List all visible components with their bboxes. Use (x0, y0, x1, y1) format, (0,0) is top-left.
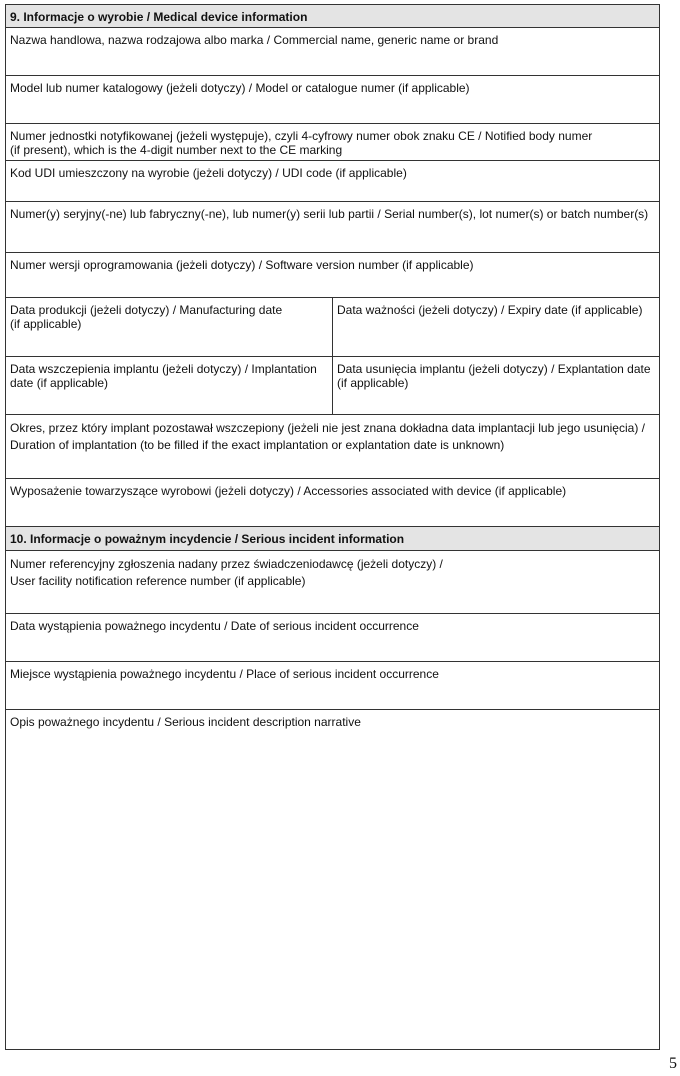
implantation-date-label-line1: Data wszczepienia implantu (jeżeli dotyczy) / Implantation (10, 362, 317, 376)
dates-row-2 (6, 357, 659, 415)
incident-place-field[interactable] (6, 662, 659, 710)
serial-number-field[interactable] (6, 202, 659, 253)
udi-code-field[interactable] (6, 161, 659, 202)
model-number-label: Model lub numer katalogowy (jeżeli dotyczy) / Model or catalogue numer (if applicable) (10, 81, 470, 95)
section-10-header (6, 527, 659, 551)
expiry-date-label: Data ważności (jeżeli dotyczy) / Expiry date (if applicable) (337, 303, 643, 317)
page-number: 5 (669, 1055, 677, 1072)
manufacturing-date-field[interactable] (6, 298, 333, 356)
section-9-header (6, 5, 659, 28)
manufacturing-date-label-line2: (if applicable) (10, 317, 82, 331)
explantation-date-field[interactable] (333, 357, 659, 414)
notified-body-label-line2: (if present), which is the 4-digit number next to the CE marking (10, 143, 343, 157)
implantation-duration-field[interactable] (6, 415, 659, 479)
expiry-date-field[interactable] (333, 298, 659, 356)
accessories-label: Wyposażenie towarzyszące wyrobowi (jeżeli dotyczy) / Accessories associated with device (if applicable) (10, 484, 567, 498)
reference-number-label-line2: User facility notification reference number (if applicable) (10, 574, 306, 588)
section-10-title: 10. Informacje o poważnym incydencie / Serious incident information (10, 532, 405, 546)
section-9-title: 9. Informacje o wyrobie / Medical device information (10, 10, 308, 24)
accessories-field[interactable] (6, 479, 659, 527)
model-number-field[interactable] (6, 76, 659, 124)
software-version-label: Numer wersji oprogramowania (jeżeli dotyczy) / Software version number (if applicable) (10, 258, 474, 272)
implantation-duration-label-line1: Okres, przez który implant pozostawał wszczepiony (jeżeli nie jest znana dokładna data implantacji lub jego usunięcia) / (10, 421, 645, 435)
explantation-date-label-line1: Data usunięcia implantu (jeżeli dotyczy) / Explantation date (337, 362, 651, 376)
software-version-field[interactable] (6, 253, 659, 298)
manufacturing-date-label-line1: Data produkcji (jeżeli dotyczy) / Manufacturing date (10, 303, 283, 317)
reference-number-field[interactable] (6, 551, 659, 614)
implantation-date-field[interactable] (6, 357, 333, 414)
incident-report-form (5, 4, 660, 1050)
reference-number-label-line1: Numer referencyjny zgłoszenia nadany przez świadczeniodawcę (jeżeli dotyczy) / (10, 557, 443, 571)
notified-body-field[interactable] (6, 124, 659, 161)
incident-narrative-field[interactable] (6, 710, 659, 1050)
explantation-date-label-line2: (if applicable) (337, 376, 409, 390)
dates-row-1 (6, 298, 659, 357)
incident-date-label: Data wystąpienia poważnego incydentu / Date of serious incident occurrence (10, 619, 419, 633)
incident-date-field[interactable] (6, 614, 659, 662)
incident-narrative-label: Opis poważnego incydentu / Serious incident description narrative (10, 715, 361, 729)
implantation-duration-label-line2: Duration of implantation (to be filled if the exact implantation or explantation date is unknown) (10, 438, 505, 452)
notified-body-label-line1: Numer jednostki notyfikowanej (jeżeli występuje), czyli 4-cyfrowy numer obok znaku CE / Notified body numer (10, 129, 593, 143)
commercial-name-field[interactable] (6, 28, 659, 76)
udi-code-label: Kod UDI umieszczony na wyrobie (jeżeli dotyczy) / UDI code (if applicable) (10, 166, 407, 180)
serial-number-label: Numer(y) seryjny(-ne) lub fabryczny(-ne), lub numer(y) serii lub partii / Serial number(s), lot numer(s) or batch number(s) (10, 207, 649, 221)
commercial-name-label: Nazwa handlowa, nazwa rodzajowa albo marka / Commercial name, generic name or brand (10, 33, 499, 47)
incident-place-label: Miejsce wystąpienia poważnego incydentu / Place of serious incident occurrence (10, 667, 439, 681)
implantation-date-label-line2: date (if applicable) (10, 376, 109, 390)
